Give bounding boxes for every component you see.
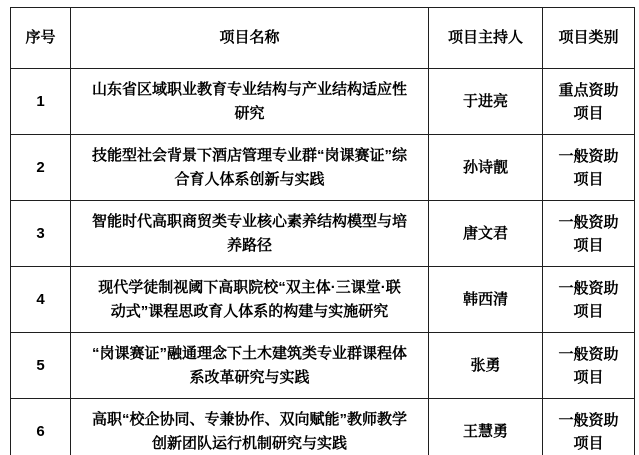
leader-cell: 孙诗靓 bbox=[429, 135, 543, 201]
project-name-cell: 现代学徒制视阈下高职院校“双主体·三课堂·联动式”课程思政育人体系的构建与实施研究 bbox=[71, 267, 429, 333]
leader-cell: 王慧勇 bbox=[429, 399, 543, 455]
category-cell: 一般资助项目 bbox=[543, 201, 635, 267]
row-number-cell: 3 bbox=[11, 201, 71, 267]
category-cell: 一般资助项目 bbox=[543, 267, 635, 333]
project-name-cell: 山东省区域职业教育专业结构与产业结构适应性研究 bbox=[71, 69, 429, 135]
leader-cell: 张勇 bbox=[429, 333, 543, 399]
table-row bbox=[11, 201, 635, 267]
row-number-cell: 4 bbox=[11, 267, 71, 333]
leader-cell: 于进亮 bbox=[429, 69, 543, 135]
project-name-cell: 技能型社会背景下酒店管理专业群“岗课赛证”综合育人体系创新与实践 bbox=[71, 135, 429, 201]
project-name-cell: “岗课赛证”融通理念下土木建筑类专业群课程体系改革研究与实践 bbox=[71, 333, 429, 399]
leader-cell: 韩西清 bbox=[429, 267, 543, 333]
header-project-category: 项目类别 bbox=[543, 8, 635, 69]
row-number-cell: 5 bbox=[11, 333, 71, 399]
projects-table bbox=[10, 7, 635, 455]
table-row bbox=[11, 69, 635, 135]
table-row bbox=[11, 333, 635, 399]
row-number-cell: 2 bbox=[11, 135, 71, 201]
project-name-cell: 智能时代高职商贸类专业核心素养结构模型与培养路径 bbox=[71, 201, 429, 267]
table-row bbox=[11, 135, 635, 201]
category-cell: 一般资助项目 bbox=[543, 135, 635, 201]
row-number-cell: 1 bbox=[11, 69, 71, 135]
category-cell: 一般资助项目 bbox=[543, 399, 635, 455]
table-header-row bbox=[11, 8, 635, 69]
category-cell: 一般资助项目 bbox=[543, 333, 635, 399]
header-project-leader: 项目主持人 bbox=[429, 8, 543, 69]
table-row bbox=[11, 267, 635, 333]
leader-cell: 唐文君 bbox=[429, 201, 543, 267]
category-cell: 重点资助项目 bbox=[543, 69, 635, 135]
project-name-cell: 高职“校企协同、专兼协作、双向赋能”教师教学创新团队运行机制研究与实践 bbox=[71, 399, 429, 455]
header-project-name: 项目名称 bbox=[71, 8, 429, 69]
row-number-cell: 6 bbox=[11, 399, 71, 455]
table-row bbox=[11, 399, 635, 455]
header-serial-number: 序号 bbox=[11, 8, 71, 69]
